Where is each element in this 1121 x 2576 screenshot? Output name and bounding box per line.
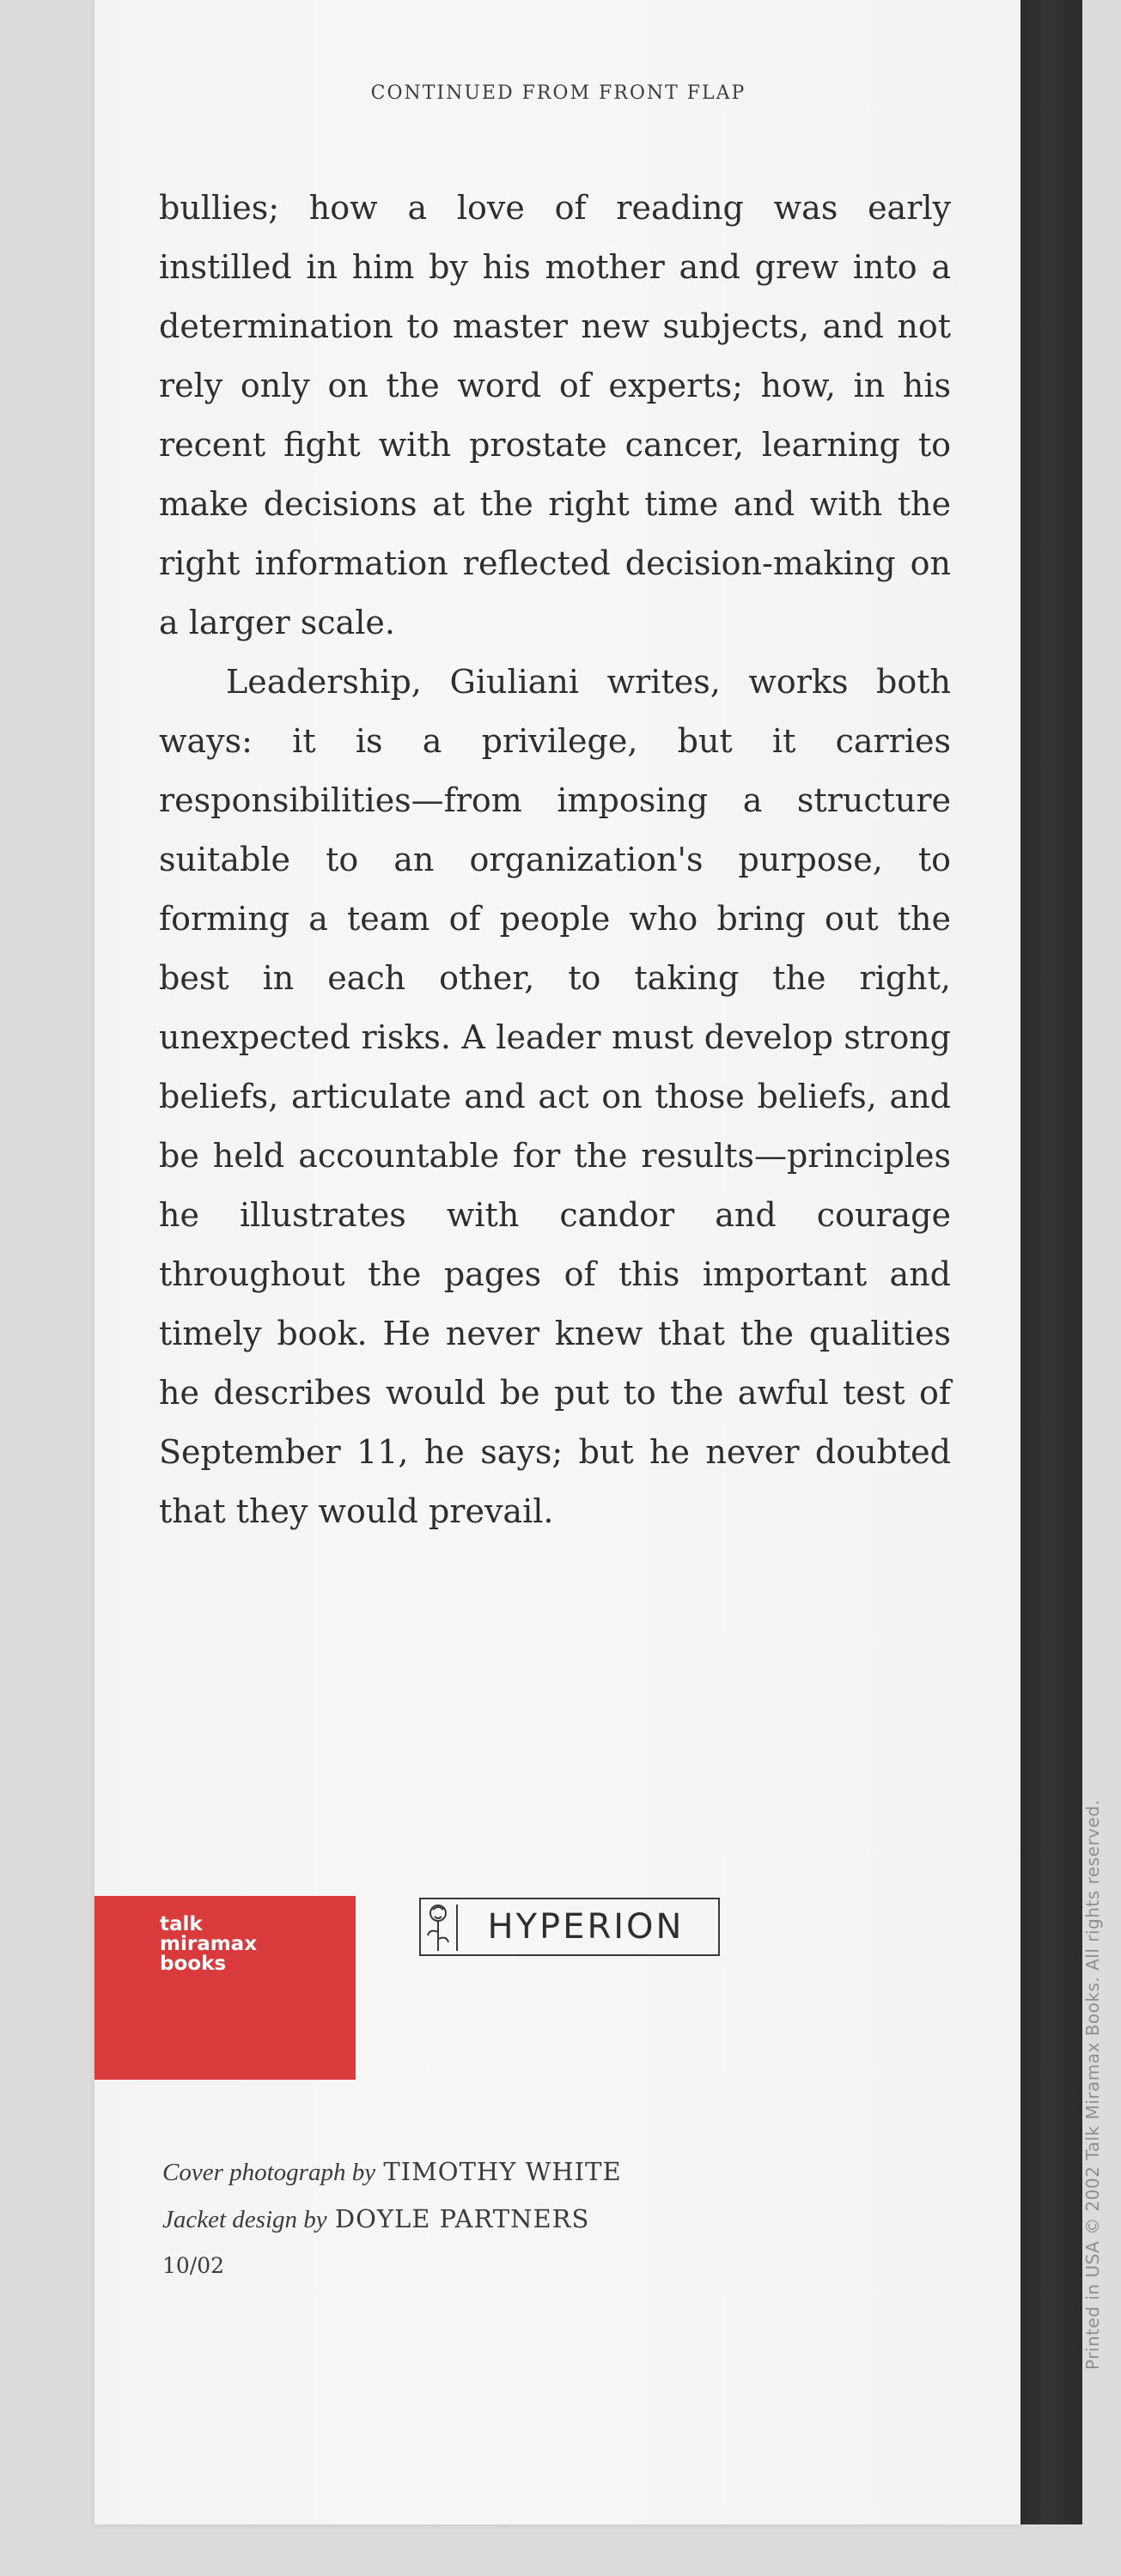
photographer-name: TIMOTHY WHITE	[383, 2157, 622, 2186]
continued-heading: CONTINUED FROM FRONT FLAP	[370, 82, 746, 104]
date-code: 10/02	[162, 2253, 225, 2278]
flap-copy	[159, 179, 951, 1541]
photo-credit	[162, 2148, 622, 2196]
talk-miramax-books-logo	[94, 1896, 356, 2080]
rose-icon	[428, 1905, 448, 1951]
jacket-spine	[1020, 0, 1082, 2524]
hyperion-wordmark: HYPERION	[487, 1907, 685, 1947]
logo-line-miramax: miramax	[160, 1933, 258, 1955]
designer-name: DOYLE PARTNERS	[334, 2204, 590, 2233]
design-credit-label: Jacket design by	[162, 2206, 327, 2233]
hyperion-logo	[419, 1898, 720, 1956]
paragraph-2: Leadership, Giuliani writes, works both ways: it is a privilege, but it carries responsibilities—from imposing a structure suitable to an organization's purpose, to forming a team of people who bring out the best in each other, to taking the right, unexpected risks. A leader must develop strong beliefs, articulate and act on those beliefs, and be held accountable for the results—principles he illustrates with candor and courage throughout the pages of this important and timely book. He never knew that the qualities he describes would be put to the awful test of September 11, he says; but he never doubted that they would prevail.	[159, 663, 951, 1530]
photo-credit-label: Cover photograph by	[162, 2159, 376, 2186]
paragraph-1: bullies; how a love of reading was early instilled in him by his mother and grew into a determination to master new subjects, and not rely only on the word of experts; how, in his recent fight with prostate cancer, learning to make decisions at the right time and with the right information reflected decision-making on a larger scale.	[159, 189, 951, 641]
design-credit	[162, 2196, 622, 2243]
logo-line-books: books	[160, 1953, 227, 1975]
jacket-credits	[162, 2148, 622, 2289]
logo-line-talk: talk	[160, 1913, 203, 1935]
spine-copyright: Printed in USA © 2002 Talk Miramax Books. All rights reserved.	[1082, 1799, 1103, 2370]
